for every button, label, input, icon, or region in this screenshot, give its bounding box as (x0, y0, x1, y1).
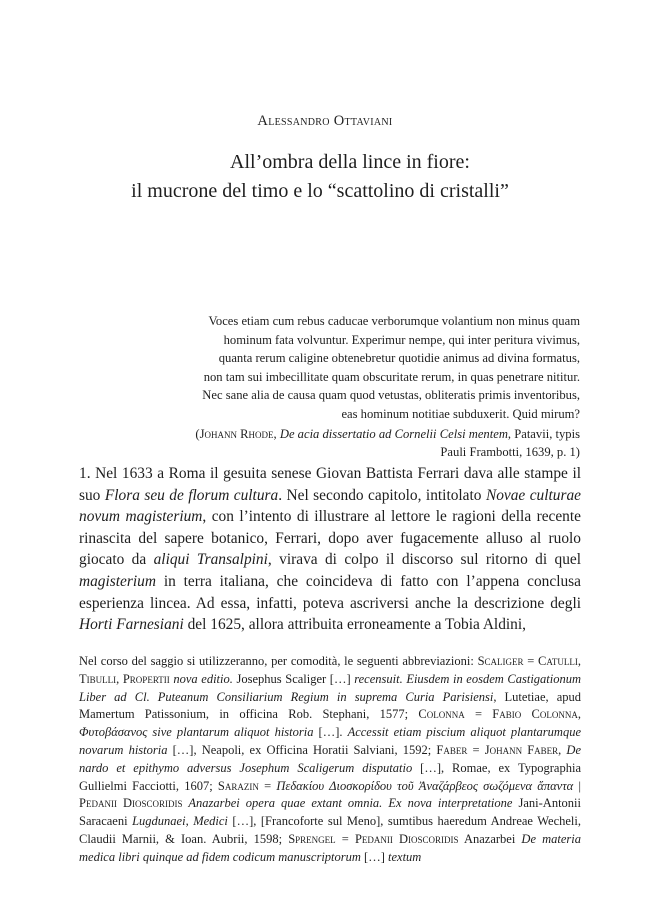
article-title (0, 148, 650, 206)
footnote-text: Nel corso del saggio si utilizzeranno, per comodità, le seguenti abbreviazioni: Scaliger = Catulli, Tibulli, Propertii nova editio. Josephus Scaliger […] recensuit. Eiusdem in eosdem Castigationum Liber ad Cl. Puteanum Consiliarium Regium in suprema Curia Parisiensi, Lutetiae, apud Mamertum Patissonium, in officina Rob. Stephani, 1577; Colonna = Fabio Colonna, Φυτοβάσανος sive plantarum aliquot historia […]. Accessit etiam piscium aliquot plantarumque novarum historia […], Neapoli, ex Officina Horatii Salviani, 1592; Faber = Johann Faber, De nardo et epithymo adversus Josephum Scaligerum disputatio […], Romae, ex Typographia Gullielmi Facciotti, 1607; Sarazin = Πεδακίου Διοσκορίδου τοῦ Ἀναζάρβεος σωζόμενα ἅπαντα | Pedanii Dioscoridis Anazarbei opera quae extant omnia. Ex nova interpretatione Jani-Antonii Saracaeni Lugdunaei, Medici […], [Francoforte sul Meno], sumtibus haeredum Andreae Wecheli, Claudii Marnii, & Ioan. Aubrii, 1598; Sprengel = Pedanii Dioscoridis Anazarbei De materia medica libri quinque ad fidem codicum manuscriptorum […] textum (79, 654, 582, 864)
epigraph-line: eas hominum notitiae subduxerit. Quid mirum? (341, 406, 580, 421)
body-text (79, 463, 581, 636)
epigraph-source: (Johann Rhode, De acia dissertatio ad Cornelii Celsi mentem, Patavii, typis Pauli Frambotti, 1639, p. 1) (195, 426, 580, 460)
epigraph-line: Voces etiam cum rebus caducae verborumque volantium non minus quam (208, 314, 580, 328)
author-name: Alessandro Ottaviani (257, 113, 393, 129)
title-line-1: All’ombra della lince in fiore: (230, 151, 470, 173)
epigraph-line: non tam sui imbecillitate quam obscuritate rerum, in quas penetrare nititur. (203, 369, 580, 384)
title-line-2: il mucrone del timo e lo “scattolino di cristalli” (131, 180, 509, 202)
source-title: De acia dissertatio ad Cornelii Celsi mentem (279, 426, 508, 441)
paragraph: 1. Nel 1633 a Roma il gesuita senese Giovan Battista Ferrari dava alle stampe il suo Flora seu de florum cultura. Nel secondo capitolo, intitolato Novae culturae novum magisterium, con l’intento di illustrare al lettore le ragioni della recente rinascita del sapere botanico, Ferrari, dopo aver fugacemente alluso al ruolo giocato da aliqui Transalpini, virava di colpo il discorso sul ritorno di quel magisterium in terra italiana, che coincideva di fatto con l’appena conclusa esperienza lincea. Ad essa, infatti, poteva ascriversi anche la descrizione degli Horti Farnesiani del 1625, allora attribuita erroneamente a Tobia Aldini, (79, 465, 581, 634)
epigraph-line: hominum fata volvuntur. Experimur nempe, qui inter peritura vivimus, (223, 332, 580, 347)
footnote (79, 653, 581, 867)
epigraph-line: quanta rerum caligine obtenebretur quotidie animus ad divina formatus, (218, 351, 580, 366)
epigraph (138, 312, 580, 462)
epigraph-line: Nec sane alia de causa quam quod vetustas, obliteratis primis inventoribus, (202, 388, 580, 403)
source-author: Johann Rhode (199, 426, 274, 441)
